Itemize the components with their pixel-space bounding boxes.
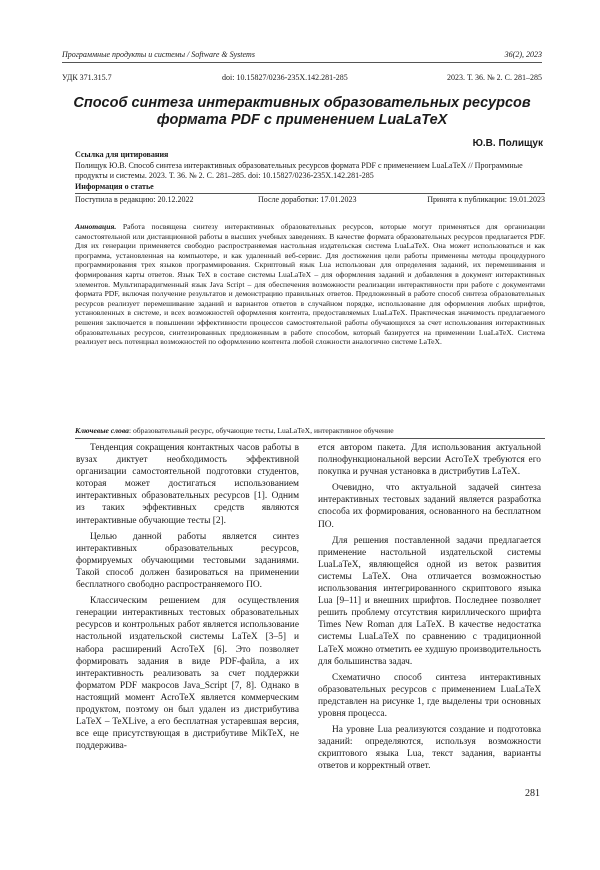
abstract-label: Аннотация. xyxy=(75,222,117,231)
received-date: Поступила в редакцию: 20.12.2022 xyxy=(75,195,194,204)
article-info-heading: Информация о статье xyxy=(75,181,154,191)
article-title: Способ синтеза интерактивных образовательных ресурсов формата PDF с применением LuaLaTeX xyxy=(73,95,531,128)
citation-text: Полищук Ю.В. Способ синтеза интерактивных образовательных ресурсов формата PDF с применением LuaLaTeX // Программные продукты и системы. 2023. Т. 36. № 2. С. 281–285. doi: 10.15827/0236-235X.142.281-285 xyxy=(75,160,523,180)
abstract-text: Работа посвящена синтезу интерактивных образовательных ресурсов, которые могут применяться для организации самостоятельной или дистанционной работы в высших учебных заведениях. В качестве формата образовательных ресурсов предлагается PDF. Для их генерации применяется свободно распространяемая настольная издательская система LuaLaTeX. Она может использоваться и как программа, установленная на компьютере, и как удаленный веб-сервис. Для достижения цели работы применены методы процедурного программирования трех языков программирования. Скриптовый язык Lua использован для определения заданий, их перемешивания и формирования карты ответов. Язык TeX в составе системы LuaLaTeX – для оформления заданий и добавления в документ интерактивных элементов. Мультипарадигменный язык Java Script – для обеспечения возможности реализации интерактивности при работе с документами формата PDF, включая получение результатов и демонстрацию правильных ответов. Предложенный в работе способ синтеза образовательных ресурсов реализует перемешивание заданий и вариантов ответов в случайном порядке, использование для оформления любых шрифтов, установленных в системе, и всех возможностей оформления контента, предоставляемых LuaLaTeX. Практическая значимость предлагаемого решения заключается в повышении эффективности процессов самостоятельной работы обучающихся за счет использования интерактивных образовательных ресурсов, синтезированных предложенным в работе способом, который базируется на применении LuaLaTeX. Система реализует весь потенциал возможностей по оформлению контента любой сложности аналогично системе LaTeX. xyxy=(75,222,545,347)
paragraph: Целью данной работы является синтез интерактивных образовательных ресурсов, формируемых обучающими тестовыми заданиями. Такой способ должен базироваться на применении бесплатного свободно распространяемого ПО. xyxy=(76,531,299,591)
paragraph: На уровне Lua реализуются создание и подготовка заданий: определяются, используя возможности скриптового языка Lua, текст задания, варианты ответов и корректный ответ. xyxy=(318,725,541,772)
accepted-date: Принята к публикации: 19.01.2023 xyxy=(427,195,545,204)
journal-name: Программные продукты и системы / Software & Systems xyxy=(62,50,255,59)
paragraph: Классическим решением для осуществления генерации интерактивных тестовых образовательных ресурсов и контрольных работ является использование настольной издательской системы LaTeX [3–5] и набора расширений AcroTeX [6]. Это позволяет формировать задания в виде PDF-файла, а их интерактивность реализовать за счет поддержки форматом PDF макросов Java_Script [7, 8]. Однако в настоящий момент AcroTeX является коммерческим продуктом, поэтому он был удален из дистрибутива LaTeX – TeXLive, а его бесплатная устаревшая версия, все еще присутствующая в дистрибутиве MikTeX, не поддержива- xyxy=(76,596,299,752)
paragraph: Для решения поставленной задачи предлагается применение настольной издательской системы LuaLaTeX, являющейся одной из веток развития системы LaTeX. Она отличается возможностью использования интегрированного скриптового языка Lua [9–11] и внешних шрифтов. Последнее позволяет решить проблему отсутствия кириллического шрифта Times New Roman для LaTeX. В качестве недостатка системы LuaLaTeX по сравнению с традиционной LaTeX можно отметить ее худшую производительность для большинства задач. xyxy=(318,535,541,667)
keywords-label: Ключевые слова xyxy=(75,426,129,435)
keywords-text: : образовательный ресурс, обучающие тесты, LuaLaTeX, интерактивное обучение xyxy=(128,426,394,435)
revised-date: После доработки: 17.01.2023 xyxy=(258,195,357,204)
body-column-left xyxy=(76,442,299,756)
running-header xyxy=(62,48,542,63)
issue-reference: 2023. Т. 36. № 2. С. 281–285 xyxy=(446,73,542,82)
article-info-block xyxy=(75,150,545,205)
article-dates xyxy=(75,193,545,205)
body-column-right xyxy=(318,442,541,776)
page-number: 281 xyxy=(525,788,540,799)
paragraph: Схематично способ синтеза интерактивных образовательных ресурсов с применением LuaLaTeX представлен на рисунке 1, где выделены три основных уровня процесса. xyxy=(318,672,541,719)
paragraph: Очевидно, что актуальной задачей синтеза интерактивных тестовых заданий является разработка способа их формирования, основанного на бесплатном ПО. xyxy=(318,483,541,530)
paragraph: Тенденция сокращения контактных часов работы в вузах диктует необходимость эффективной организации самостоятельной подготовки студентов, которая может достигаться использованием интерактивных образовательных ресурсов [1]. Одним из таких эффективных средств являются интерактивные обучающие тесты [2]. xyxy=(76,443,299,526)
udc-code: УДК 371.315.7 xyxy=(62,73,112,82)
author-name: Ю.В. Полищук xyxy=(472,138,543,149)
doi[interactable]: doi: 10.15827/0236-235X.142.281-285 xyxy=(222,73,348,82)
citation-heading: Ссылка для цитирования xyxy=(75,150,169,159)
paragraph: ется автором пакета. Для использования актуальной полнофункциональной версии AcroTeX требуются его покупка и ручная установка в дистрибутив LaTeX. xyxy=(318,443,541,478)
abstract xyxy=(75,222,545,347)
keywords xyxy=(75,426,545,439)
issue-number: 36(2), 2023 xyxy=(504,50,542,59)
